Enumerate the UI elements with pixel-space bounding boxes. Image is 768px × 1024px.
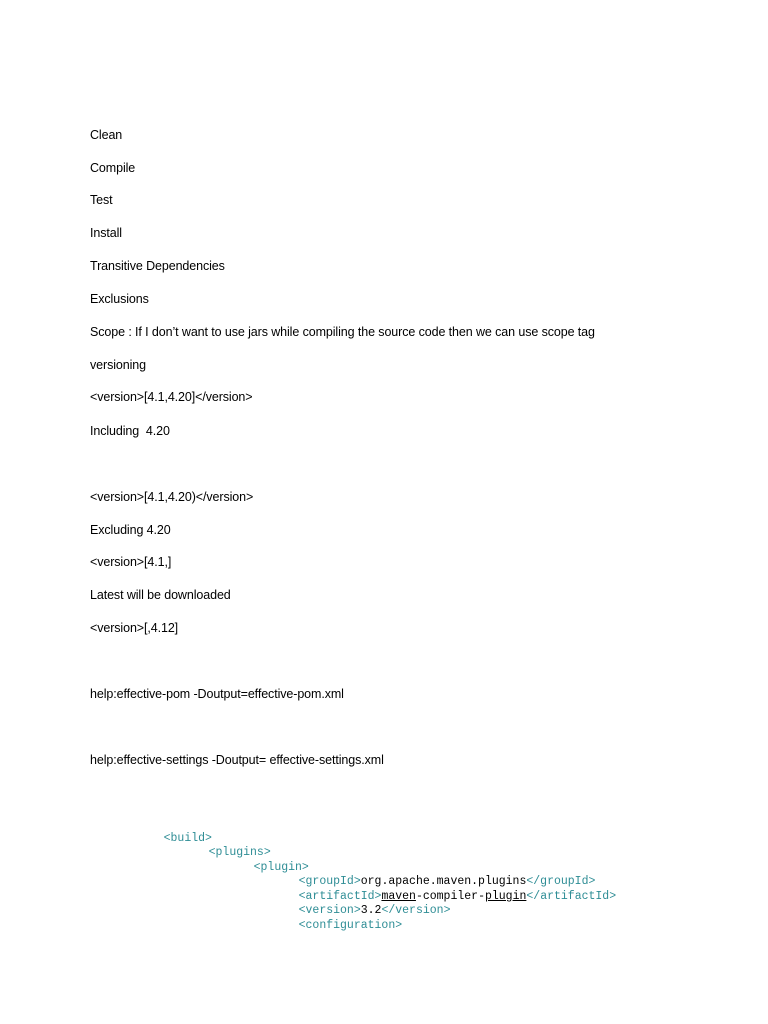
text-line-including: Including 4.20 [90,424,170,438]
code-tag: </artifactId> [526,889,617,903]
code-value-underlined: plugin [484,889,527,903]
text-line-effective-pom: help:effective-pom -Doutput=effective-pom.xml [90,687,344,701]
text-line-compile: Compile [90,161,136,175]
text-line-version-open-lower: <version>[,4.12] [90,621,179,635]
code-tag: <configuration> [298,918,403,932]
text-line-version-exclusive: <version>[4.1,4.20)</version> [90,490,254,504]
code-tag: <plugins> [208,845,271,859]
text-line-clean: Clean [90,128,123,142]
code-tag: <artifactId> [298,889,382,903]
code-tag: </groupId> [526,874,596,888]
code-tag: <groupId> [298,874,361,888]
text-line-version-inclusive: <version>[4.1,4.20]</version> [90,390,253,404]
code-value: 3.2 [360,903,382,917]
text-line-excluding: Excluding 4.20 [90,523,171,537]
code-value: org.apache.maven.plugins [360,874,527,888]
text-line-scope: Scope : If I don’t want to use jars while compiling the source code then we can use scope tag [90,325,595,339]
text-line-latest: Latest will be downloaded [90,588,231,602]
code-tag: <plugin> [253,860,309,874]
code-tag: </version> [381,903,451,917]
text-line-version-open-upper: <version>[4.1,] [90,555,172,569]
text-line-test: Test [90,193,113,207]
text-line-install: Install [90,226,122,240]
code-tag: <build> [163,831,212,845]
code-tag: <version> [298,903,361,917]
text-line-exclusions: Exclusions [90,292,149,306]
code-line-configuration [271,904,402,948]
code-value: -compiler- [415,889,485,903]
text-line-effective-settings: help:effective-settings -Doutput= effective-settings.xml [90,753,384,767]
text-line-versioning: versioning [90,358,146,372]
code-value-underlined: maven [381,889,416,903]
text-line-transitive-dependencies: Transitive Dependencies [90,259,225,273]
